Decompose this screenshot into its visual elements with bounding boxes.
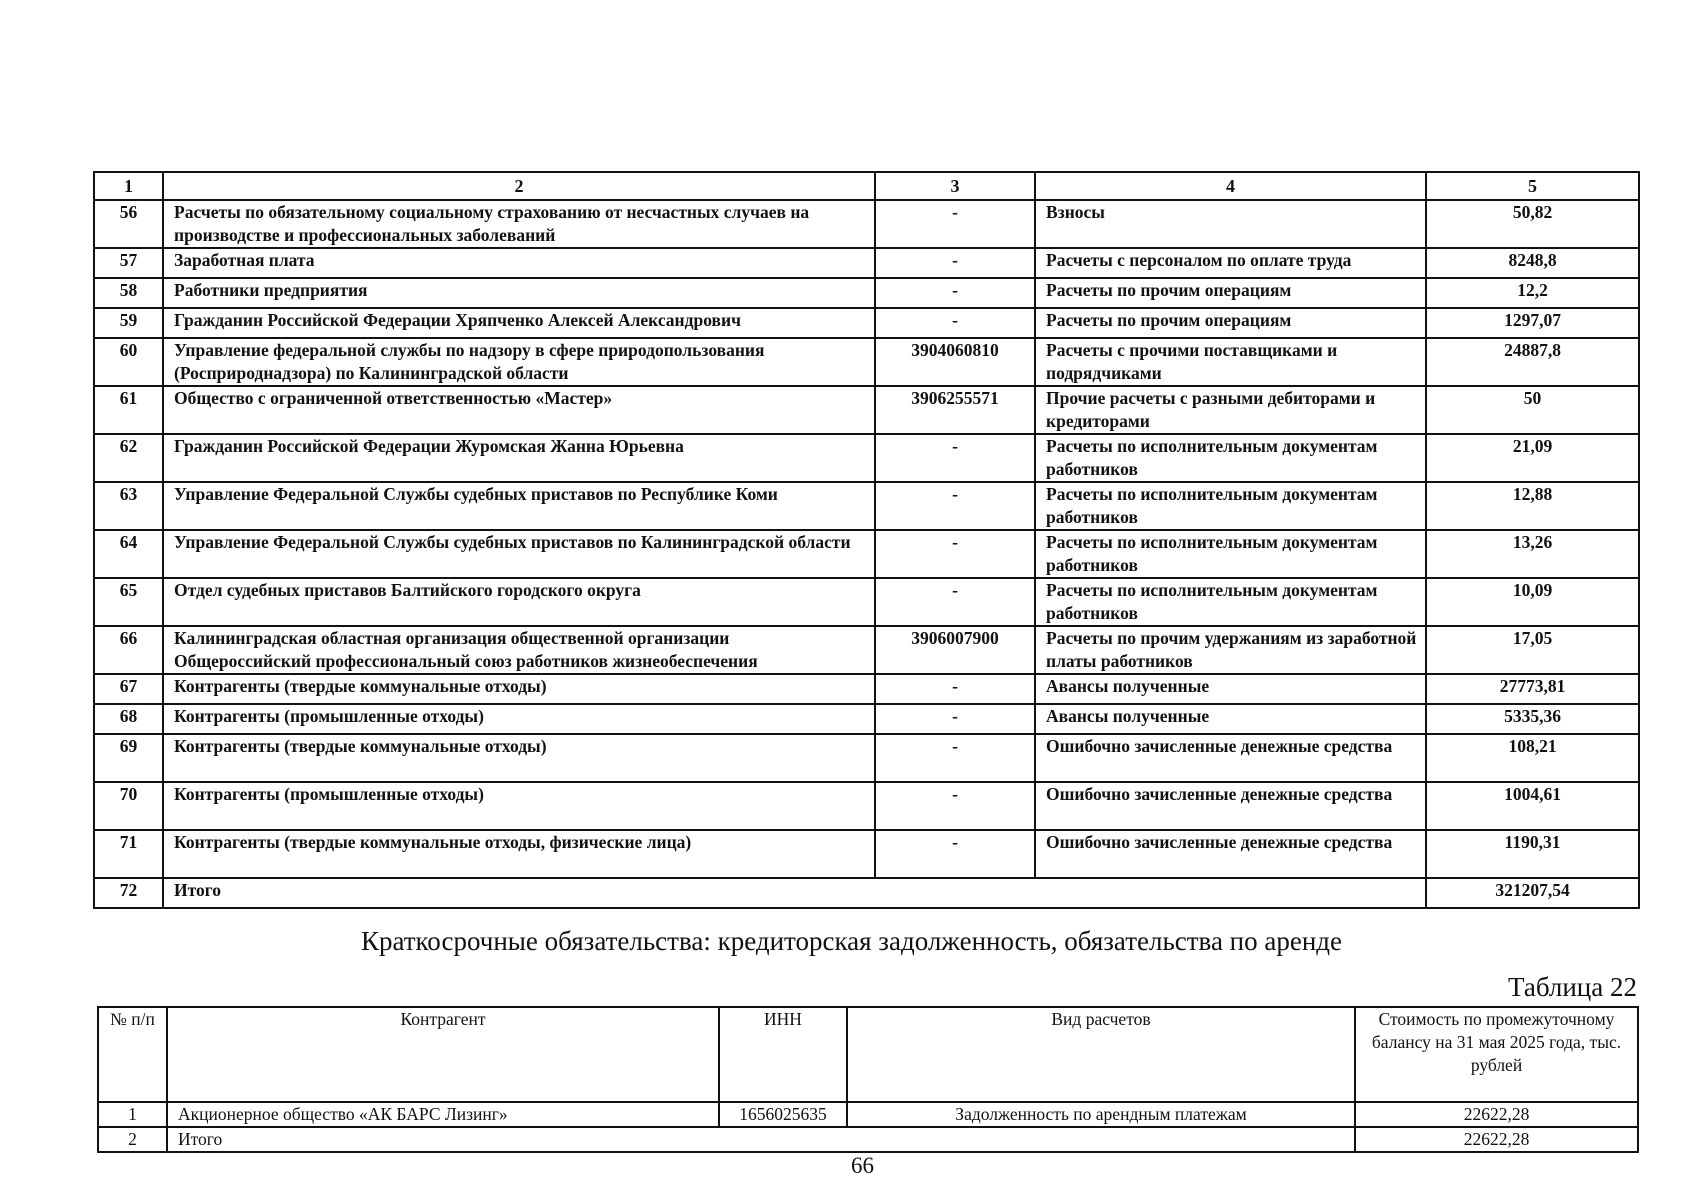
table-row	[94, 674, 1639, 704]
balance-value: 17,05	[1426, 626, 1639, 674]
table-row	[94, 434, 1639, 482]
counterparty-name: Контрагенты (твердые коммунальные отходы)	[163, 734, 875, 782]
counterparty-name: Гражданин Российской Федерации Хряпченко Алексей Александрович	[163, 308, 875, 338]
row-number: 72	[94, 878, 163, 908]
table-row	[94, 200, 1639, 248]
counterparty-name: Заработная плата	[163, 248, 875, 278]
table-row	[94, 386, 1639, 434]
settlement-type: Расчеты по исполнительным документам работников	[1035, 578, 1426, 626]
total-value: 22622,28	[1355, 1127, 1638, 1152]
row-number: 65	[94, 578, 163, 626]
balance-value: 21,09	[1426, 434, 1639, 482]
counterparty-name: Акционерное общество «АК БАРС Лизинг»	[167, 1102, 719, 1127]
table-row	[94, 704, 1639, 734]
counterparty-name: Расчеты по обязательному социальному страхованию от несчастных случаев на производстве и профессиональных заболеваний	[163, 200, 875, 248]
balance-value: 1297,07	[1426, 308, 1639, 338]
settlement-type: Задолженность по арендным платежам	[847, 1102, 1355, 1127]
total-value: 321207,54	[1426, 878, 1639, 908]
total-label: Итого	[163, 878, 1426, 908]
balance-value: 8248,8	[1426, 248, 1639, 278]
column-header: 4	[1035, 172, 1426, 200]
counterparty-name: Контрагенты (промышленные отходы)	[163, 704, 875, 734]
row-number: 1	[98, 1102, 167, 1127]
row-number: 2	[98, 1127, 167, 1152]
column-header-counterparty: Контрагент	[167, 1007, 719, 1102]
table-row	[94, 308, 1639, 338]
counterparty-name: Контрагенты (промышленные отходы)	[163, 782, 875, 830]
inn: -	[875, 434, 1035, 482]
row-number: 57	[94, 248, 163, 278]
table-row	[94, 248, 1639, 278]
balance-value: 12,2	[1426, 278, 1639, 308]
inn: -	[875, 200, 1035, 248]
table-row	[94, 338, 1639, 386]
balance-value: 22622,28	[1355, 1102, 1638, 1127]
table-row	[94, 830, 1639, 878]
settlement-type: Расчеты по исполнительным документам работников	[1035, 530, 1426, 578]
balance-value: 10,09	[1426, 578, 1639, 626]
settlement-type: Авансы полученные	[1035, 704, 1426, 734]
row-number: 59	[94, 308, 163, 338]
settlement-type: Расчеты по прочим удержаниям из заработной платы работников	[1035, 626, 1426, 674]
row-number: 58	[94, 278, 163, 308]
inn: -	[875, 674, 1035, 704]
inn: -	[875, 782, 1035, 830]
inn: -	[875, 530, 1035, 578]
counterparty-name: Контрагенты (твердые коммунальные отходы, физические лица)	[163, 830, 875, 878]
row-number: 60	[94, 338, 163, 386]
counterparty-name: Управление федеральной службы по надзору в сфере природопользования (Росприроднадзора) по Калининградской области	[163, 338, 875, 386]
row-number: 70	[94, 782, 163, 830]
inn: -	[875, 734, 1035, 782]
balance-value: 50	[1426, 386, 1639, 434]
settlement-type: Взносы	[1035, 200, 1426, 248]
inn: 3906007900	[875, 626, 1035, 674]
total-row	[94, 878, 1639, 908]
settlement-type: Расчеты по прочим операциям	[1035, 308, 1426, 338]
section-title: Краткосрочные обязательства: кредиторская задолженность, обязательства по аренде	[360, 926, 1343, 956]
row-number: 63	[94, 482, 163, 530]
row-number: 56	[94, 200, 163, 248]
settlement-type: Расчеты с персоналом по оплате труда	[1035, 248, 1426, 278]
inn: -	[875, 248, 1035, 278]
row-number: 61	[94, 386, 163, 434]
counterparty-name: Общество с ограниченной ответственностью «Мастер»	[163, 386, 875, 434]
settlement-type: Ошибочно зачисленные денежные средства	[1035, 782, 1426, 830]
counterparty-name: Калининградская областная организация общественной организации Общероссийский профессиональный союз работников жизнеобеспечения	[163, 626, 875, 674]
table-row	[94, 782, 1639, 830]
balance-value: 24887,8	[1426, 338, 1639, 386]
balance-value: 108,21	[1426, 734, 1639, 782]
row-number: 69	[94, 734, 163, 782]
settlement-type: Расчеты по прочим операциям	[1035, 278, 1426, 308]
row-number: 67	[94, 674, 163, 704]
counterparty-name: Гражданин Российской Федерации Журомская Жанна Юрьевна	[163, 434, 875, 482]
table-row	[94, 734, 1639, 782]
inn: -	[875, 704, 1035, 734]
table-row	[94, 530, 1639, 578]
counterparty-name: Контрагенты (твердые коммунальные отходы)	[163, 674, 875, 704]
settlement-type: Расчеты с прочими поставщиками и подрядчиками	[1035, 338, 1426, 386]
table-row	[94, 482, 1639, 530]
settlement-type: Авансы полученные	[1035, 674, 1426, 704]
row-number: 71	[94, 830, 163, 878]
inn: -	[875, 830, 1035, 878]
balance-value: 13,26	[1426, 530, 1639, 578]
column-header-num: № п/п	[98, 1007, 167, 1102]
counterparty-name: Работники предприятия	[163, 278, 875, 308]
inn: 3904060810	[875, 338, 1035, 386]
table-row	[94, 278, 1639, 308]
balance-value: 12,88	[1426, 482, 1639, 530]
row-number: 66	[94, 626, 163, 674]
liabilities-table	[97, 1006, 1639, 1153]
table-label: Таблица 22	[1508, 972, 1637, 1002]
row-number: 64	[94, 530, 163, 578]
settlement-type: Прочие расчеты с разными дебиторами и кредиторами	[1035, 386, 1426, 434]
inn: 1656025635	[719, 1102, 847, 1127]
table-row	[98, 1102, 1638, 1127]
balance-value: 50,82	[1426, 200, 1639, 248]
table-row	[94, 578, 1639, 626]
settlement-type: Расчеты по исполнительным документам работников	[1035, 482, 1426, 530]
column-header-inn: ИНН	[719, 1007, 847, 1102]
balance-value: 5335,36	[1426, 704, 1639, 734]
column-header: 2	[163, 172, 875, 200]
inn: -	[875, 482, 1035, 530]
settlement-type: Ошибочно зачисленные денежные средства	[1035, 830, 1426, 878]
inn: -	[875, 278, 1035, 308]
column-header-value: Стоимость по промежуточному балансу на 31 мая 2025 года, тыс. рублей	[1355, 1007, 1638, 1102]
column-header: 3	[875, 172, 1035, 200]
total-row	[98, 1127, 1638, 1152]
table-row	[94, 626, 1639, 674]
inn: -	[875, 308, 1035, 338]
row-number: 68	[94, 704, 163, 734]
balance-value: 1190,31	[1426, 830, 1639, 878]
page-number: 66	[851, 1153, 874, 1178]
column-header: 1	[94, 172, 163, 200]
inn: -	[875, 578, 1035, 626]
counterparty-name: Управление Федеральной Службы судебных приставов по Республике Коми	[163, 482, 875, 530]
settlement-type: Ошибочно зачисленные денежные средства	[1035, 734, 1426, 782]
row-number: 62	[94, 434, 163, 482]
column-header-type: Вид расчетов	[847, 1007, 1355, 1102]
counterparty-name: Отдел судебных приставов Балтийского городского округа	[163, 578, 875, 626]
table-header-row	[94, 172, 1639, 200]
column-header: 5	[1426, 172, 1639, 200]
balance-value: 1004,61	[1426, 782, 1639, 830]
settlement-type: Расчеты по исполнительным документам работников	[1035, 434, 1426, 482]
table-header-row	[98, 1007, 1638, 1102]
balance-value: 27773,81	[1426, 674, 1639, 704]
total-label: Итого	[167, 1127, 1355, 1152]
inn: 3906255571	[875, 386, 1035, 434]
counterparty-name: Управление Федеральной Службы судебных приставов по Калининградской области	[163, 530, 875, 578]
counterparty-table	[93, 171, 1640, 909]
